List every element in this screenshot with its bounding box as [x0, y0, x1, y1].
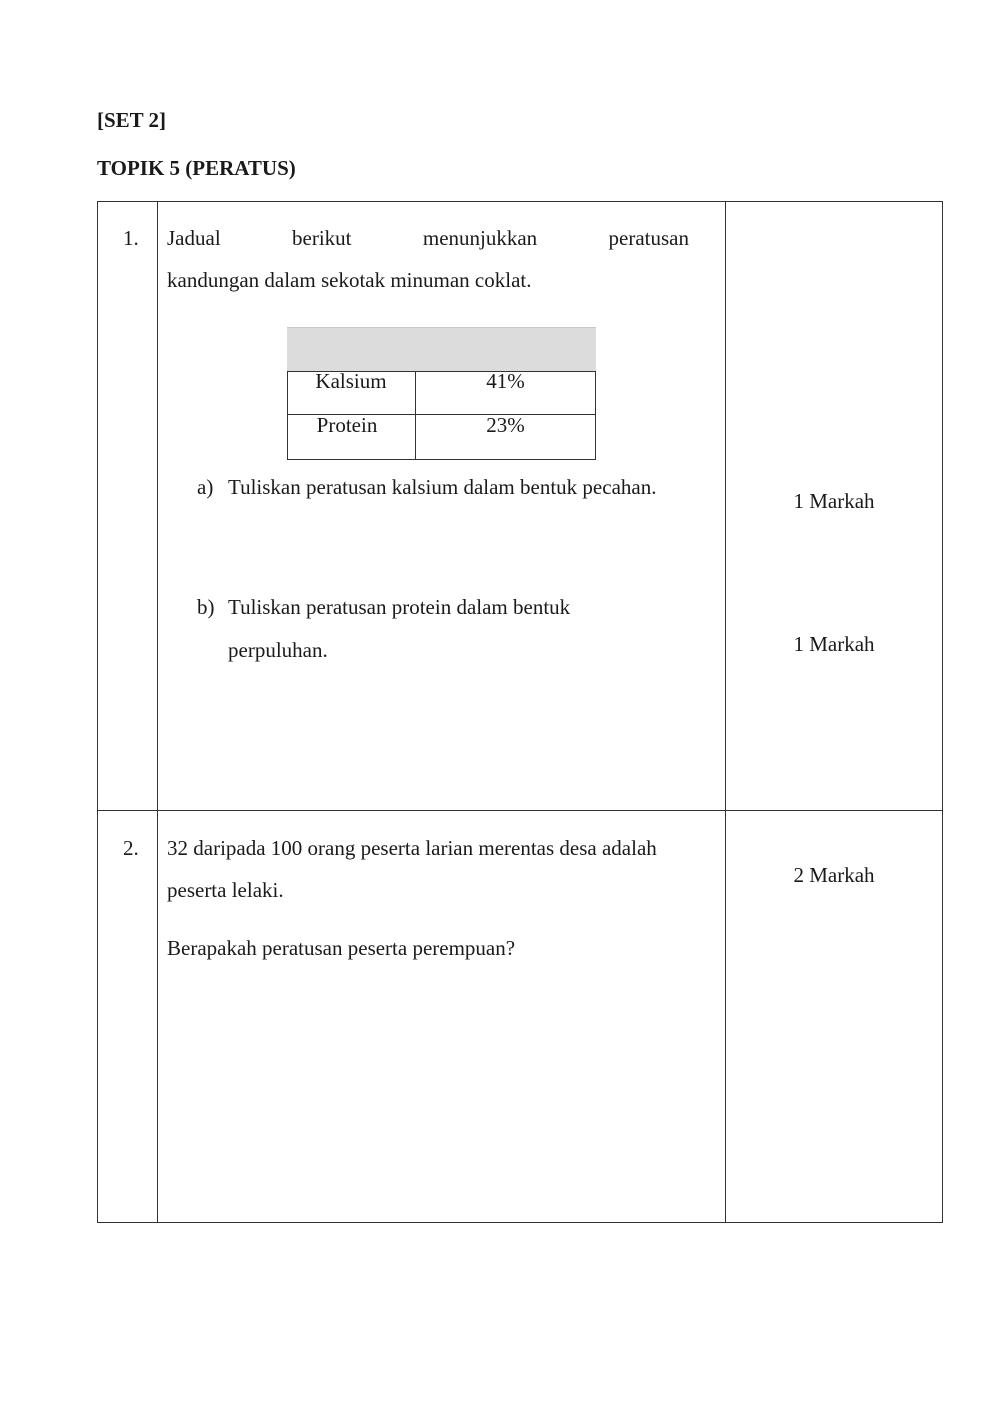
intro-word: peratusan — [608, 226, 689, 250]
question-intro-line-1 — [167, 226, 689, 251]
question-intro-line-2: kandungan dalam sekotak minuman coklat. — [167, 268, 532, 292]
nutrition-value: 41% — [486, 369, 525, 393]
question-prompt: Berapakah peratusan peserta perempuan? — [167, 936, 516, 960]
question-number: 1. — [123, 226, 139, 250]
nutrition-item: Protein — [316, 413, 378, 437]
nutrition-table-bottom-border — [287, 459, 596, 460]
table-col-divider-1 — [157, 201, 158, 1223]
nutrition-item: Kalsium — [315, 369, 387, 393]
intro-word: menunjukkan — [422, 226, 538, 250]
question-text-line-2: peserta lelaki. — [167, 878, 284, 902]
topic-title: TOPIK 5 (PERATUS) — [97, 156, 296, 180]
part-a-marks: 1 Markah — [793, 489, 875, 513]
question-number: 2. — [123, 836, 139, 860]
table-col-divider-2 — [725, 201, 726, 1223]
table-top-border — [97, 201, 943, 202]
part-b-text-line-1: Tuliskan peratusan protein dalam bentuk — [228, 595, 571, 619]
set-label: [SET 2] — [97, 108, 167, 132]
part-b-text-line-2: perpuluhan. — [228, 638, 328, 662]
part-b-label: b) — [197, 595, 215, 619]
question-2-marks: 2 Markah — [793, 863, 875, 887]
nutrition-table-top-border — [287, 327, 596, 328]
nutrition-table-right-border — [595, 371, 596, 460]
table-right-border — [942, 201, 943, 1223]
nutrition-table-header — [287, 327, 596, 371]
table-bottom-border — [97, 1222, 943, 1223]
question-text-line-1: 32 daripada 100 orang peserta larian merentas desa adalah — [167, 836, 657, 860]
part-a-label: a) — [197, 475, 214, 499]
intro-word: berikut — [292, 226, 352, 250]
part-b-marks: 1 Markah — [793, 632, 875, 656]
table-left-border — [97, 201, 98, 1223]
part-a-text: Tuliskan peratusan kalsium dalam bentuk pecahan. — [228, 475, 657, 499]
intro-word: Jadual — [167, 226, 221, 250]
nutrition-value: 23% — [486, 413, 525, 437]
table-row-divider — [97, 810, 943, 811]
